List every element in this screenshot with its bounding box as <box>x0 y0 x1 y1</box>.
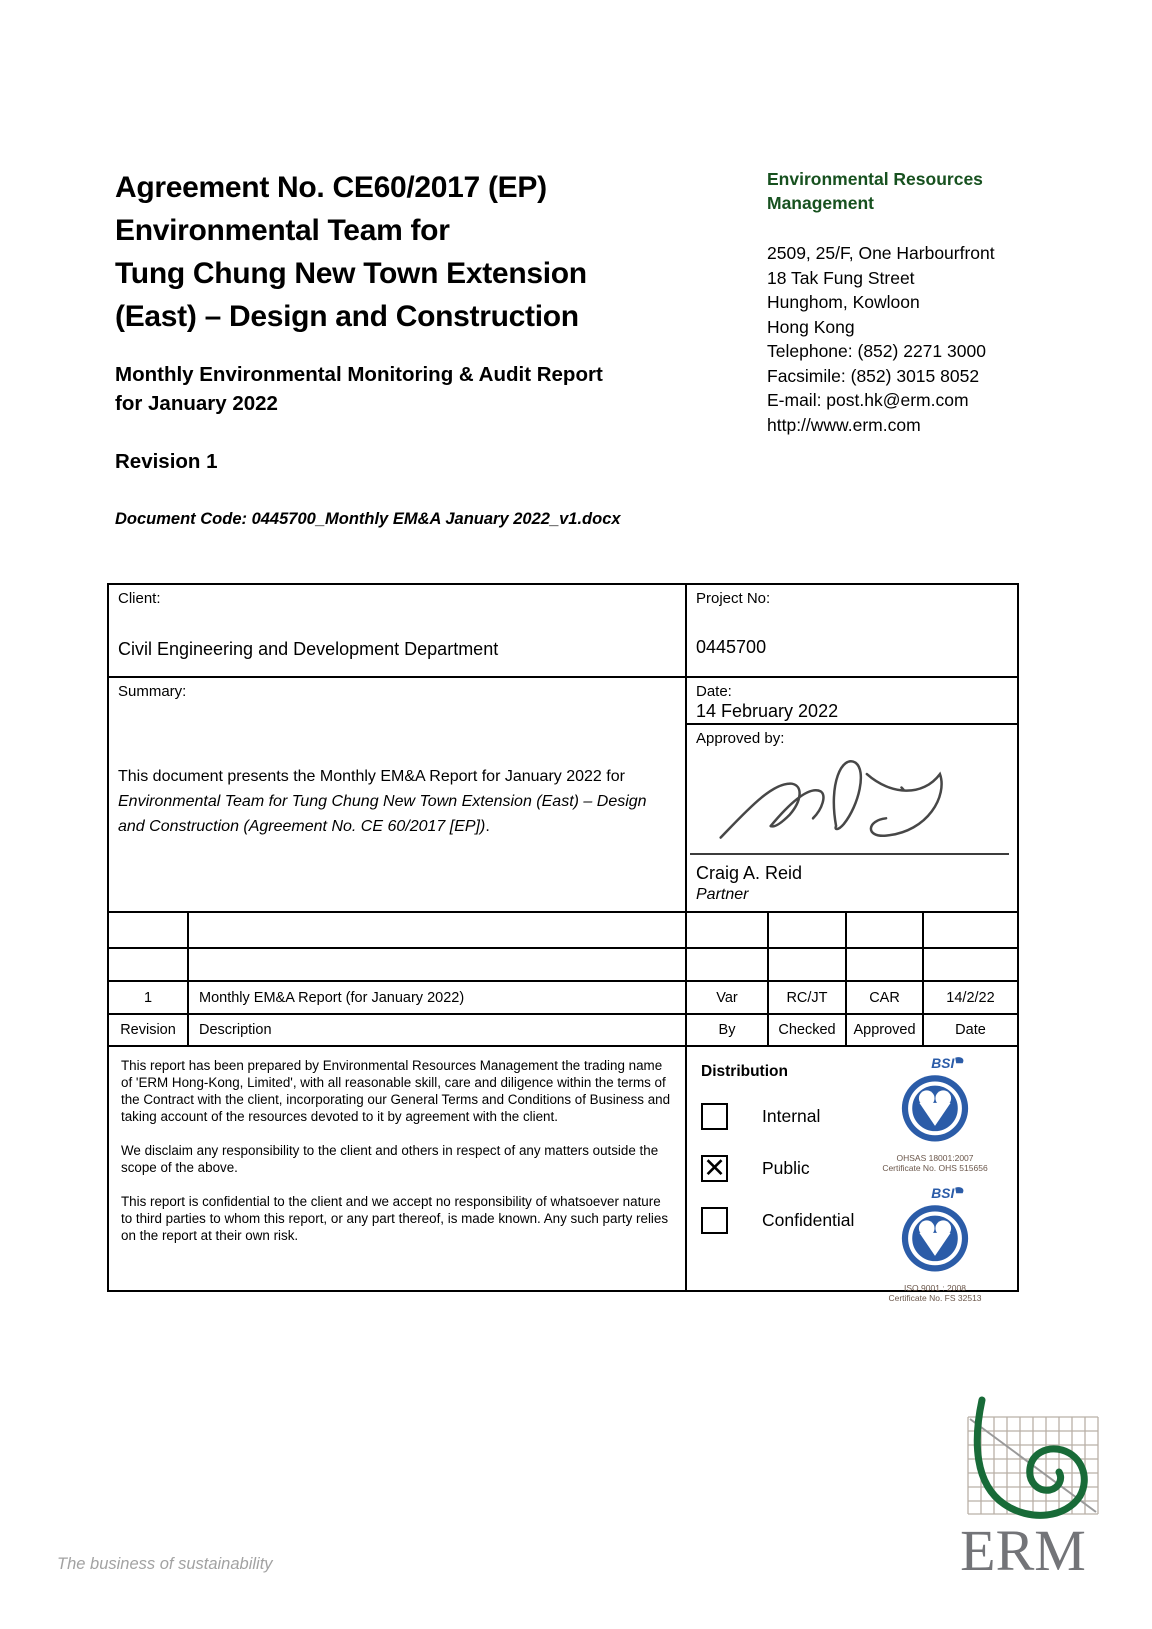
approver-name: Craig A. Reid <box>696 863 803 883</box>
title-page-table <box>107 583 1019 1303</box>
title-line: Tung Chung New Town Extension <box>115 257 587 290</box>
bsi-certification-badge <box>875 1185 995 1303</box>
approved-by-label: Approved by: <box>696 730 785 747</box>
report-subtitle <box>115 360 603 418</box>
revision-approved: CAR <box>847 982 924 1015</box>
date-cell <box>687 678 1017 725</box>
bsi-certification-badge <box>875 1055 995 1173</box>
revision-row-cell <box>189 913 687 949</box>
svg-text:BSI: BSI <box>931 1055 955 1071</box>
client-value: Civil Engineering and Development Department <box>118 639 499 659</box>
col-header-by: By <box>687 1015 769 1047</box>
distribution-option-internal: Internal <box>701 1103 820 1130</box>
company-name: Environmental Resources Management <box>767 169 983 213</box>
checkbox-internal <box>701 1103 728 1130</box>
disclaimer-cell <box>109 1047 687 1290</box>
subtitle-line: for January 2022 <box>115 392 278 415</box>
revision-date: 14/2/22 <box>924 982 1017 1015</box>
company-tagline: The business of sustainability <box>57 1555 273 1573</box>
col-header-approved: Approved <box>847 1015 924 1047</box>
subtitle-line: Monthly Environmental Monitoring & Audit Report <box>115 363 603 386</box>
summary-label: Summary: <box>118 683 187 700</box>
company-address <box>767 241 1067 437</box>
checkbox-confidential <box>701 1207 728 1234</box>
distribution-option-confidential: Confidential <box>701 1207 854 1234</box>
document-code: Document Code: 0445700_Monthly EM&A January 2022_v1.docx <box>115 510 621 528</box>
disclaimer-paragraph: We disclaim any responsibility to the client and others in respect of any matters outside the scope of the above. <box>121 1143 659 1175</box>
project-no-value: 0445700 <box>696 637 767 657</box>
revision-description: Monthly EM&A Report (for January 2022) <box>189 982 687 1015</box>
client-cell <box>109 585 687 678</box>
revision-row-cell <box>687 949 769 982</box>
revision-row-cell <box>847 913 924 949</box>
title-line: Environmental Team for <box>115 214 450 247</box>
phone-line: Telephone: (852) 2271 3000 <box>767 341 986 361</box>
certificate-caption: ISO 9001 : 2008 Certificate No. FS 32513 <box>888 1283 982 1303</box>
fax-line: Facsimile: (852) 3015 8052 <box>767 365 980 386</box>
col-header-date: Date <box>924 1015 1017 1047</box>
svg-text:BSI: BSI <box>931 1185 955 1201</box>
title-line: (East) – Design and Construction <box>115 300 579 333</box>
revision-row-cell <box>769 949 847 982</box>
address-line: 18 Tak Fung Street <box>767 267 915 288</box>
email-line: E-mail: post.hk@erm.com <box>767 390 969 410</box>
certificate-caption: OHSAS 18001:2007 Certificate No. OHS 515656 <box>882 1153 988 1173</box>
client-label: Client: <box>118 590 161 607</box>
address-line: 2509, 25/F, One Harbourfront <box>767 243 995 263</box>
revision-row-cell <box>189 949 687 982</box>
summary-cell <box>109 678 687 913</box>
approver-title: Partner <box>696 886 749 903</box>
title-line: Agreement No. CE60/2017 (EP) <box>115 171 547 204</box>
revision-row-cell <box>924 949 1017 982</box>
disclaimer-paragraph: This report is confidential to the client and we accept no responsibility of whatsoever nature to third parties to whom this report, or any part thereof, is made known. Any such party relies on the report at their own risk. <box>121 1194 669 1243</box>
revision-number: 1 <box>109 982 189 1015</box>
revision-row-cell <box>687 913 769 949</box>
company-info <box>767 167 1067 437</box>
project-no-cell <box>687 585 1017 678</box>
erm-logo <box>938 1392 1108 1587</box>
website-line: http://www.erm.com <box>767 414 921 435</box>
revision-row-cell <box>109 949 189 982</box>
revision-row-cell <box>847 949 924 982</box>
col-header-description: Description <box>189 1015 687 1047</box>
revision-row-cell <box>924 913 1017 949</box>
col-header-revision: Revision <box>109 1015 189 1047</box>
document-title <box>115 166 587 338</box>
svg-text:ERM: ERM <box>960 1518 1086 1582</box>
date-value: 14 February 2022 <box>696 701 839 721</box>
revision-by: Var <box>687 982 769 1015</box>
distribution-label: Distribution <box>701 1063 788 1080</box>
summary-text: This document presents the Monthly EM&A Report for January 2022 for Environmental Team for Tung Chung New Town Extension (East) – Design and Construction (Agreement No. CE 60/2017 [EP]). <box>118 768 647 835</box>
distribution-cell <box>687 1047 1017 1303</box>
checkbox-public: ✕ <box>701 1155 728 1182</box>
distribution-option-public: ✕ Public <box>701 1155 810 1182</box>
revision-checked: RC/JT <box>769 982 847 1015</box>
revision-row-cell <box>109 913 189 949</box>
address-line: Hunghom, Kowloon <box>767 292 920 312</box>
approved-by-cell <box>687 725 1017 913</box>
disclaimer-paragraph: This report has been prepared by Environmental Resources Management the trading name of 'ERM Hong-Kong, Limited', with all reasonable skill, care and diligence within the terms of the Contract with the client, incorporating our General Terms and Conditions of Business and taking account of the resources devoted to it by agreement with the client. <box>121 1058 671 1124</box>
signature <box>713 749 1007 853</box>
revision-row-cell <box>769 913 847 949</box>
revision-label: Revision 1 <box>115 450 218 473</box>
address-line: Hong Kong <box>767 316 855 337</box>
col-header-checked: Checked <box>769 1015 847 1047</box>
project-no-label: Project No: <box>696 590 771 607</box>
date-label: Date: <box>696 683 732 700</box>
